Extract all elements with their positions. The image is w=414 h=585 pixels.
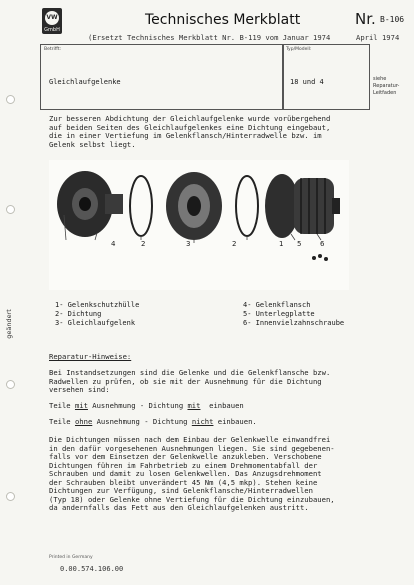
legend-item: 6- Innenvielzahnschraube xyxy=(243,319,345,327)
logo-emblem: VW xyxy=(45,11,59,25)
intro-paragraph: Zur besseren Abdichtung der Gleichlaufgelenke wurde vorübergehend auf beiden Seiten des Gleichlaufgelenkes eine Dichtung eingebaut, die in einer Vertiefung im Gelenkflansch/Hinterradwelle bzw. im Gelenk selbst liegt. xyxy=(49,114,331,149)
number-value: B-106 xyxy=(380,15,405,24)
rule-with-recess: Teile mit Ausnehmung - Dichtung mit einbauen xyxy=(49,401,244,410)
photo-callout: 2 xyxy=(141,240,146,248)
hints-intro: Bei Instandsetzungen sind die Gelenke und die Gelenkflansche bzw. Radwellen zu prüfen, ob sie mit der Ausnehmung für die Dichtung versehen sind: xyxy=(49,368,331,394)
closing-paragraph: Die Dichtungen müssen nach dem Einbau der Gelenkwelle einwandfrei in den dafür vorgesehenen Ausnehmungen liegen. Sie sind gegebenen- falls vor dem Einsetzen der Gelenkwelle anzukleben. Verschobene Dichtungen führen im Fahrbetrieb zu einem Drehmomentabfall der Schrauben und damit zu losen Gelenkwellen. Das Anzugsdrehmoment der Schrauben bleibt unverändert 45 Nm (4,5 mkp). Stehen keine Dichtungen zur Verfügung, sind Gelenkflansche/Hinterradwellen (Typ 18) oder Gelenke ohne Vertiefung für die Dichtung einzubauen, da andernfalls das Fett aus den Gleichlaufgelenken austritt. xyxy=(49,435,335,512)
photo-callout: 6 xyxy=(320,240,325,248)
betrifft-box xyxy=(40,44,284,110)
exploded-joint-photo xyxy=(49,160,349,290)
rule-without-recess: Teile ohne Ausnehmung - Dichtung nicht einbauen. xyxy=(49,417,257,426)
document-code: 0.00.574.106.00 xyxy=(60,565,124,573)
legend-item: 1- Gelenkschutzhülle xyxy=(55,301,140,309)
betrifft-label: Betrifft: xyxy=(44,47,62,52)
photo-callout: 4 xyxy=(111,240,116,248)
photo-callout: 5 xyxy=(297,240,302,248)
typ-label: Typ/Modell: xyxy=(286,47,312,52)
legend-item: 2- Dichtung xyxy=(55,310,102,318)
number-label: Nr. xyxy=(355,10,376,28)
legend-item: 5- Unterlegplatte xyxy=(243,310,315,318)
typ-value: 18 und 4 xyxy=(290,78,324,86)
print-note: Printed in Germany xyxy=(49,555,93,560)
punch-hole xyxy=(6,492,15,501)
photo-callout: 1 xyxy=(279,240,284,248)
joint-illustration xyxy=(49,160,349,290)
punch-hole xyxy=(6,205,15,214)
punch-hole xyxy=(6,95,15,104)
photo-callout: 3 xyxy=(186,240,191,248)
legend-item: 3- Gleichlaufgelenk xyxy=(55,319,136,327)
logo-caption: GmbH xyxy=(44,27,60,33)
document-title: Technisches Merkblatt xyxy=(145,12,301,28)
photo-callout: 2 xyxy=(232,240,237,248)
margin-change-note: geändert xyxy=(4,309,13,339)
hints-heading: Reparatur-Hinweise: xyxy=(49,352,132,361)
vw-logo xyxy=(42,8,62,34)
document-date: April 1974 xyxy=(356,33,400,42)
replaces-note: (Ersetzt Technisches Merkblatt Nr. B-119 vom Januar 1974 xyxy=(88,33,331,42)
punch-hole xyxy=(6,380,15,389)
typ-box xyxy=(282,44,370,110)
side-note: siehe Reparatur- Leitfaden xyxy=(373,76,400,96)
betrifft-value: Gleichlaufgelenke xyxy=(49,78,121,86)
legend-item: 4- Gelenkflansch xyxy=(243,301,311,309)
